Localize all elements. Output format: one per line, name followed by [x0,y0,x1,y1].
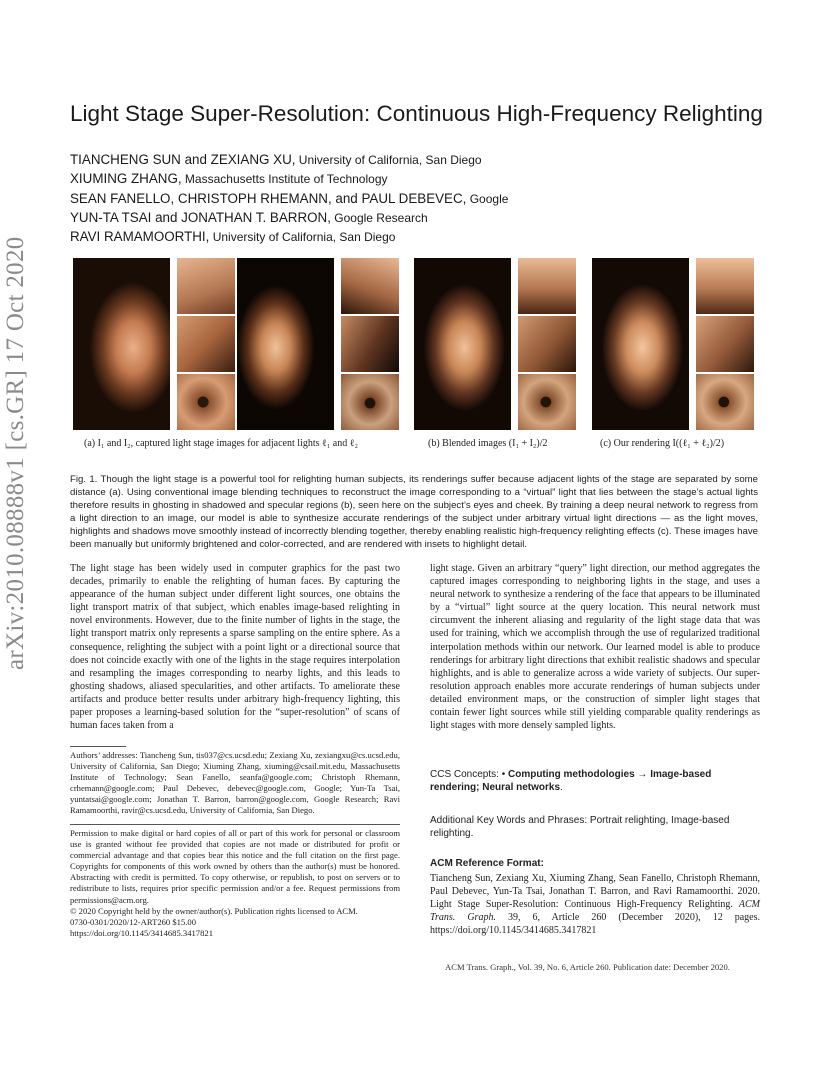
ccs-suffix: . [560,782,563,794]
author-line-1 [70,150,508,169]
author-names: YUN-TA TSAI and JONATHAN T. BARRON, [70,209,331,225]
acm-ref-journal: ACM Trans. Graph. [430,899,760,924]
permission-text: Permission to make digital or hard copies of all or part of this work for personal or classroom use is granted without fee provided that copies are not made or distributed for profit or commercial advantage and that copies bear this notice and the full citation on the first page. Copyrights for components of this work owned by others than the author(s) must be honored. Abstracting with credit is permitted. To copy otherwise, or republish, to post on servers or to redistribute to lists, requires prior specific permission and/or a fee. Request permissions from permissions@acm.org. [70,828,400,905]
author-line-4 [70,208,508,227]
intro-right-column: light stage. Given an arbitrary “query” light direction, our method aggregates the captured images corresponding to neighboring lights in the stage, and uses a neural network to synthesize a rendering of the face that appears to be illuminated by a “virtual” light source at the query location. This neural network must circumvent the inherent aliasing and regularity of the light stage data that was used for training, which we accomplish through the use of regularized traditional interpolation methods within our network. Our learned model is able to produce renderings for arbitrary light directions that exhibit realistic shadows and specular highlights, and is able to generalize across a wide variety of subjects. Our super-resolution approach enables more accurate renderings of human subjects under detailed environment maps, or the construction of simpler light stages that contain fewer light sources while still yielding comparable quality renderings as light stages with more densely sampled lights. [430,563,760,732]
intro-left-column: The light stage has been widely used in computer graphics for the past two decades, primarily to enable the relighting of human faces. By capturing the appearance of the human subject under different light sources, one obtains the light transport matrix of that subject, which enables image-based relighting in novel environments. However, due to the finite number of lights in the stage, the light transport matrix only represents a sparse sampling on the entire sphere. As a consequence, relighting the subject with a point light or a directional source that does not coincide exactly with one of the lights in the stage requires interpolation and resampling the images corresponding to nearby lights, and this leads to ghosting shadows, aliased specularities, and other artifacts. To ameliorate these artifacts and produce better results under arbitrary high-frequency lighting, this paper proposes a learning-based solution for the “super-resolution” of scans of human faces taken from a [70,563,400,732]
permission-notice [70,828,400,939]
eye-inset-bottom-ours [696,374,754,430]
face-photo-a1 [73,258,170,430]
author-line-2 [70,169,508,188]
author-names: TIANCHENG SUN and ZEXIANG XU, [70,152,296,167]
ccs-prefix: CCS Concepts: • [430,769,508,780]
eye-inset-bottom-a1 [177,374,235,430]
footnote-rule [70,746,126,747]
eye-inset-top-blended [518,258,576,314]
author-affiliation: Google Research [330,210,428,225]
acm-reference-heading: ACM Reference Format: [430,858,544,869]
figure-caption: Fig. 1. Though the light stage is a powerful tool for relighting human subjects, its renderings suffer because adjacent lights of the stage are separated by some distance (a). Using conventional image blending techniques to reconstruct the image corresponding to a “virtual” light that lies between the stage’s actual lights therefore results in ghosting in shadowed and specular regions (b), seen here on the subject’s eyes and cheek. By training a deep neural network to regress from a light direction to an image, our model is able to synthesize accurate renderings of the subject under arbitrary virtual light directions — as the light moves, highlights and shadows move smoothly instead of incorrectly blending together, thereby enabling realistic high-frequency relighting effects (c). These images have been manually but uniformly brightened and color-corrected, and are rendered with insets to highlight detail. [70,474,758,551]
page-footer: ACM Trans. Graph., Vol. 39, No. 6, Article 260. Publication date: December 2020. [445,962,730,972]
cheek-inset-blended [518,316,576,372]
subcaption-a: (a) I₁ and I₂, captured light stage images for adjacent lights ℓ₁ and ℓ₂ [84,438,358,449]
cheek-inset-a2 [341,316,399,372]
author-affiliation: Google [466,191,509,206]
keywords: Additional Key Words and Phrases: Portrait relighting, Image-based relighting. [430,815,730,840]
doi-link[interactable]: https://doi.org/10.1145/3414685.3417821 [70,927,213,938]
eye-inset-top-ours [696,258,754,314]
author-names: XIUMING ZHANG, [70,171,182,187]
acm-reference [430,872,760,937]
permission-rule [70,824,400,825]
issn-line: 0730-0301/2020/12-ART260 $15.00 [70,916,196,927]
author-line-3 [70,189,508,208]
author-line-5 [70,227,508,246]
eye-inset-top-a1 [177,258,235,314]
acm-ref-tail: 39, 6, Article 260 (December 2020), 12 pages. https://doi.org/10.1145/3414685.3417821 [430,912,760,937]
face-photo-a2 [237,258,334,430]
eye-inset-bottom-a2 [341,374,399,430]
ccs-terms: Computing methodologies → Image-based rendering; Neural networks [430,769,712,794]
ccs-concepts [430,768,760,794]
cheek-inset-a1 [177,316,235,372]
acm-ref-authors: Tiancheng Sun, Zexiang Xu, Xiuming Zhang, Sean Fanello, Christoph Rhemann, Paul Debevec, Yun-Ta Tsai, Jonathan T. Barron, and Ravi Ramamoorthi. 2020. Light Stage Super-Resolution: Continuous High-Frequency Relighting. [430,873,760,911]
eye-inset-top-a2 [341,258,399,314]
author-names: SEAN FANELLO, CHRISTOPH RHEMANN, and PAUL DEBEVEC, [70,190,467,206]
paper-title: Light Stage Super-Resolution: Continuous High-Frequency Relighting [70,101,763,126]
author-affiliation: University of California, San Diego [209,230,396,245]
authors-addresses: Authors’ addresses: Tiancheng Sun, tis037@cs.ucsd.edu; Zexiang Xu, zexiangxu@cs.ucsd.edu, University of California, San Diego; Xiuming Zhang, xiuming@csail.mit.edu, Massachusetts Institute of Technology; Sean Fanello, seanfa@google.com; Christoph Rhemann, crhemann@google.com; Paul Debevec, debevec@google.com, Google; Yun-Ta Tsai, yuntatsai@google.com; Jonathan T. Barron, barron@google.com, Google Research; Ravi Ramamoorthi, ravir@cs.ucsd.edu, University of California, San Diego. [70,750,400,816]
eye-inset-bottom-blended [518,374,576,430]
author-affiliation: University of California, San Diego [295,153,482,167]
author-affiliation: Massachusetts Institute of Technology [181,172,388,187]
subcaption-b: (b) Blended images (I₁ + I₂)/2 [428,438,548,449]
copyright-line: © 2020 Copyright held by the owner/author(s). Publication rights licensed to ACM. [70,905,358,916]
cheek-inset-ours [696,316,754,372]
author-names: RAVI RAMAMOORTHI, [70,229,210,245]
face-photo-blended [414,258,511,430]
teaser-figure [0,258,828,430]
author-list [70,150,508,246]
subcaption-c: (c) Our rendering I((ℓ₁ + ℓ₂)/2) [600,438,725,449]
arxiv-id-text: arXiv:2010.08888v1 [cs.GR] 17 Oct 2020 [2,236,29,670]
face-photo-ours [592,258,689,430]
